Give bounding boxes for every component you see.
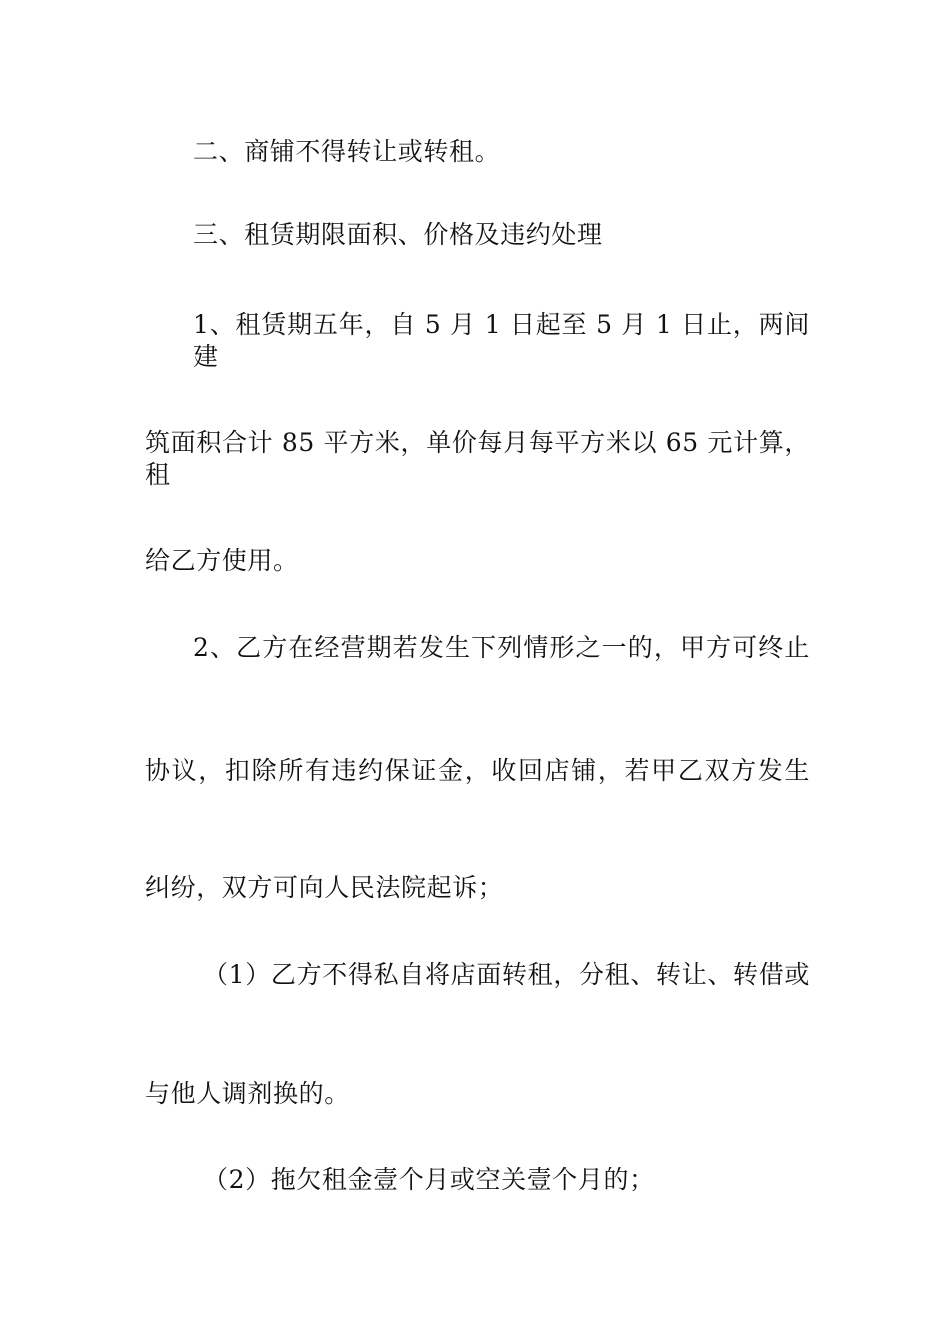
item-1-line-2: 与他人调剂换的。 (145, 1079, 350, 1108)
paragraph-2-line-3: 纠纷，双方可向人民法院起诉； (145, 873, 504, 902)
paragraph-1-line-1: 1、租赁期五年，自 5 月 1 日起至 5 月 1 日止，两间建 (193, 310, 810, 371)
paragraph-2-line-2: 协议，扣除所有违约保证金，收回店铺，若甲乙双方发生 (145, 756, 810, 785)
item-1-line-1: （1）乙方不得私自将店面转租，分租、转让、转借或 (203, 960, 810, 989)
paragraph-1-line-2: 筑面积合计 85 平方米，单价每月每平方米以 65 元计算，租 (145, 428, 810, 489)
clause-3-heading: 三、租赁期限面积、价格及违约处理 (193, 220, 603, 249)
paragraph-1-line-3: 给乙方使用。 (145, 546, 299, 575)
item-2-line-1: （2）拖欠租金壹个月或空关壹个月的； (203, 1165, 655, 1194)
paragraph-2-line-1: 2、乙方在经营期若发生下列情形之一的，甲方可终止 (193, 633, 810, 662)
clause-2-heading: 二、商铺不得转让或转租。 (193, 137, 501, 166)
